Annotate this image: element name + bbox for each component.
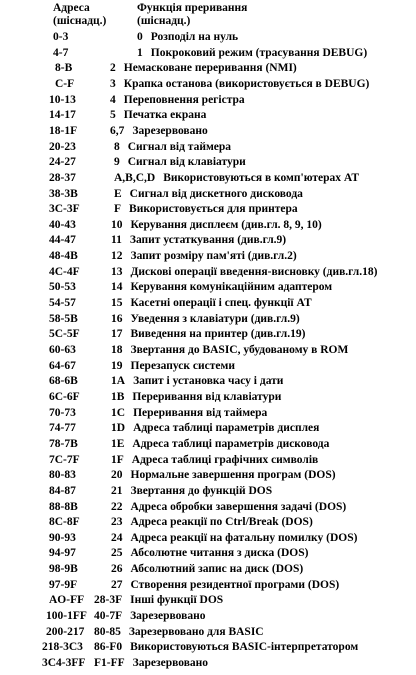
row-address: 14-17 — [49, 109, 76, 122]
row-description: Звертання до функцій DOS — [130, 484, 273, 497]
row-interrupt-code: 27 — [111, 578, 123, 591]
row-description: Немасковане переривання (NMI) — [123, 62, 297, 75]
row-description: Переповнення регістра — [123, 93, 245, 106]
row-interrupt-code: 26 — [111, 563, 123, 576]
row-interrupt-code: 16 — [111, 312, 123, 325]
row-description: Сигнал від таймера — [127, 140, 232, 153]
row-address: 48-4B — [49, 250, 78, 263]
row-address: 24-27 — [49, 156, 76, 169]
row-address: 10-13 — [49, 93, 76, 106]
row-description: Інші функції DOS — [130, 594, 224, 607]
row-interrupt-code: 1 — [137, 46, 143, 59]
table-row — [0, 657, 416, 675]
row-description: Касетні операції і спец. функції AT — [130, 297, 312, 310]
row-address: 218-3C3 — [42, 641, 83, 654]
row-interrupt-code: 86-F0 — [94, 641, 123, 654]
row-description: Використовуються BASIC-інтерпретатором — [130, 641, 359, 654]
row-interrupt-code: 5 — [110, 109, 116, 122]
row-interrupt-code: 4 — [110, 93, 116, 106]
header-function-line1: Функція преривання — [137, 2, 248, 14]
header-address-line2: (шіснадц.) — [53, 15, 107, 27]
row-address: 40-43 — [49, 218, 76, 231]
row-description: Зарезервовано — [130, 610, 206, 623]
row-address: C-F — [55, 77, 75, 90]
row-interrupt-code: F — [114, 203, 122, 216]
row-address: 88-8B — [49, 500, 78, 513]
row-address: 8-B — [55, 62, 73, 75]
row-address: 70-73 — [49, 406, 76, 419]
row-address: 200-217 — [46, 625, 85, 638]
row-address: 28-37 — [49, 171, 76, 184]
row-address: 3C-3F — [49, 203, 80, 216]
row-description: Керування дисплеєм (див.гл. 8, 9, 10) — [130, 218, 322, 231]
row-address: 8C-8F — [49, 516, 80, 529]
row-description: Абсолютний запис на диск (DOS) — [130, 563, 304, 576]
row-description: Звертання до BASIC, убудованому в ROM — [130, 344, 349, 356]
row-interrupt-code: 15 — [111, 297, 123, 310]
row-interrupt-code: 2 — [110, 62, 116, 75]
row-interrupt-code: 10 — [111, 218, 123, 231]
row-interrupt-code: 6,7 — [110, 124, 125, 137]
row-address: 20-23 — [49, 140, 76, 153]
row-interrupt-code: 80-85 — [94, 625, 121, 638]
header-address — [53, 2, 106, 28]
row-description: Зарезервовано для BASIC — [128, 625, 264, 638]
row-address: 7C-7F — [49, 453, 80, 466]
row-address: 84-87 — [49, 484, 76, 497]
row-description: Створення резидентної програми (DOS) — [130, 578, 340, 591]
row-description: Перезапуск системи — [130, 359, 235, 372]
row-address: 3C4-3FF — [42, 657, 86, 669]
row-interrupt-code: 24 — [111, 531, 123, 544]
row-address: 68-6B — [49, 375, 78, 388]
row-description: Керування комунікаційним адаптером — [130, 281, 333, 294]
row-interrupt-code: 21 — [111, 484, 123, 497]
row-description: Сигнал від клавіатури — [127, 156, 246, 169]
row-description: Покроковий режим (трасування DEBUG) — [150, 46, 368, 59]
row-address: 50-53 — [49, 281, 76, 294]
row-address: 64-67 — [49, 359, 76, 372]
header-function — [137, 2, 247, 28]
row-interrupt-code: 9 — [114, 156, 120, 169]
row-interrupt-code: 18 — [111, 344, 123, 356]
row-address: 100-1FF — [46, 610, 87, 623]
row-interrupt-code: 8 — [114, 140, 120, 153]
row-address: 98-9B — [49, 563, 78, 576]
row-interrupt-code: 1B — [111, 390, 125, 403]
row-description: Адреса реакції по Ctrl/Break (DOS) — [130, 516, 313, 529]
row-address: 58-5B — [49, 312, 78, 325]
row-description: Дискові операції введення-висновку (див.гл.18) — [130, 265, 378, 278]
row-description: Адреса обробки завершення задачі (DOS) — [130, 500, 347, 513]
row-interrupt-code: A,B,C,D — [114, 171, 156, 184]
row-address: 60-63 — [49, 344, 76, 356]
row-description: Запит розміру пам'яті (див.гл.2) — [130, 250, 297, 263]
row-description: Крапка останова (використовується в DEBUG) — [123, 77, 370, 90]
row-address: 74-77 — [49, 422, 76, 435]
row-address: 94-97 — [49, 547, 76, 560]
row-description: Запит і установка часу і дати — [133, 375, 284, 388]
row-address: 4C-4F — [49, 265, 80, 278]
row-interrupt-code: 23 — [111, 516, 123, 529]
row-interrupt-code: 12 — [111, 250, 123, 263]
row-description: Виведення на принтер (див.гл.19) — [130, 328, 306, 341]
row-interrupt-code: 40-7F — [94, 610, 123, 623]
row-interrupt-code: E — [114, 187, 122, 200]
row-address: 6C-6F — [49, 390, 80, 403]
row-address: 97-9F — [49, 578, 78, 591]
row-address: 44-47 — [49, 234, 76, 247]
row-description: Адреса таблиці графічних символів — [131, 453, 319, 466]
row-address: 90-93 — [49, 531, 76, 544]
row-interrupt-code: 1A — [111, 375, 126, 388]
row-description: Переривання від клавіатури — [132, 390, 282, 403]
row-address: AO-FF — [49, 594, 85, 607]
row-description: Переривання від таймера — [133, 406, 268, 419]
row-description: Печатка екрана — [123, 109, 207, 122]
header-address-line1: Адреса — [53, 2, 90, 14]
row-interrupt-code: 28-3F — [94, 594, 123, 607]
row-interrupt-code: 22 — [111, 500, 123, 513]
header-function-line2: (шіснадц.) — [137, 15, 191, 27]
row-description: Адреса таблиці параметрів дисковода — [132, 437, 330, 450]
row-interrupt-code: 25 — [111, 547, 123, 560]
row-interrupt-code: 3 — [110, 77, 116, 90]
row-description: Запит устаткування (див.гл.9) — [129, 234, 287, 247]
row-address: 0-3 — [53, 31, 69, 43]
row-interrupt-code: 0 — [137, 31, 143, 43]
row-interrupt-code: 1D — [111, 422, 126, 435]
row-address: 18-1F — [49, 124, 78, 137]
row-interrupt-code: 13 — [111, 265, 123, 278]
row-address: 54-57 — [49, 297, 76, 310]
row-description: Сигнал від дискетного дисковода — [129, 187, 303, 200]
row-description: Уведення з клавіатури (див.гл.9) — [130, 312, 300, 325]
row-description: Адреса таблиці параметрів дисплея — [133, 422, 320, 435]
row-interrupt-code: 19 — [111, 359, 123, 372]
row-description: Нормальне завершення програм (DOS) — [130, 469, 336, 482]
row-interrupt-code: 17 — [111, 328, 123, 341]
row-interrupt-code: 14 — [111, 281, 123, 294]
row-interrupt-code: 1E — [111, 437, 125, 450]
row-description: Адреса реакції на фатальну помилку (DOS) — [130, 531, 358, 544]
row-description: Використовується для принтера — [129, 203, 298, 216]
row-address: 78-7B — [49, 437, 78, 450]
row-address: 4-7 — [53, 46, 69, 59]
row-description: Абсолютне читання з диска (DOS) — [130, 547, 309, 560]
row-address: 80-83 — [49, 469, 76, 482]
row-interrupt-code: 20 — [111, 469, 123, 482]
row-description: Розподіл на нуль — [150, 31, 239, 43]
row-address: 38-3B — [49, 187, 78, 200]
row-description: Зарезервовано — [132, 657, 209, 669]
row-address: 5C-5F — [49, 328, 80, 341]
row-interrupt-code: 1F — [111, 453, 124, 466]
row-interrupt-code: 11 — [111, 234, 122, 247]
row-interrupt-code: F1-FF — [94, 657, 125, 669]
row-description: Використовуються в комп'ютерах AT — [163, 171, 359, 184]
row-description: Зарезервовано — [132, 124, 208, 137]
row-interrupt-code: 1C — [111, 406, 126, 419]
